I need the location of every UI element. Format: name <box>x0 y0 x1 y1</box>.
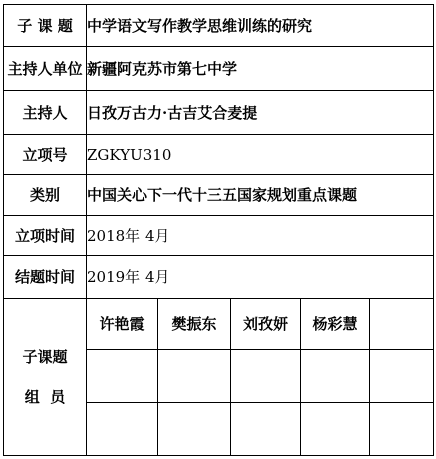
members-label-line2: 组 员 <box>24 388 66 407</box>
member-empty-cell <box>301 402 370 455</box>
row-project-no <box>4 135 434 175</box>
member-empty-cell <box>301 350 370 402</box>
member-empty-cell <box>158 402 231 455</box>
end-time-value: 2019年 4月 <box>87 256 434 299</box>
row-category <box>4 175 434 216</box>
member-name: 杨彩慧 <box>301 299 370 350</box>
start-time-label: 立项时间 <box>4 216 87 256</box>
host-unit-value: 新疆阿克苏市第七中学 <box>87 47 434 91</box>
host-value: 日孜万古力·古吉艾合麦提 <box>87 91 434 135</box>
host-unit-label: 主持人单位 <box>4 47 87 91</box>
row-subject <box>4 5 434 47</box>
row-start-time <box>4 216 434 256</box>
member-name: 刘孜妍 <box>231 299 301 350</box>
host-label: 主持人 <box>4 91 87 135</box>
member-name: 许艳霞 <box>87 299 158 350</box>
member-empty-cell <box>158 350 231 402</box>
member-empty-cell <box>231 402 301 455</box>
member-empty-cell <box>87 350 158 402</box>
row-members-names <box>4 299 434 350</box>
member-empty-cell <box>231 350 301 402</box>
subject-value: 中学语文写作教学思维训练的研究 <box>87 5 434 47</box>
category-label: 类别 <box>4 175 87 216</box>
project-no-label: 立项号 <box>4 135 87 175</box>
start-time-value: 2018年 4月 <box>87 216 434 256</box>
member-empty-cell <box>87 402 158 455</box>
member-empty-cell <box>370 350 434 402</box>
member-empty-cell <box>370 299 434 350</box>
row-host-unit <box>4 47 434 91</box>
row-host <box>4 91 434 135</box>
members-label-line1: 子课题 <box>22 348 68 367</box>
project-info-table <box>3 4 434 456</box>
project-no-value: ZGKYU310 <box>87 135 434 175</box>
category-value: 中国关心下一代十三五国家规划重点课题 <box>87 175 434 216</box>
row-end-time <box>4 256 434 299</box>
subject-label: 子 课 题 <box>4 5 87 47</box>
member-empty-cell <box>370 402 434 455</box>
end-time-label: 结题时间 <box>4 256 87 299</box>
members-label-cell <box>4 299 87 456</box>
member-name: 樊振东 <box>158 299 231 350</box>
